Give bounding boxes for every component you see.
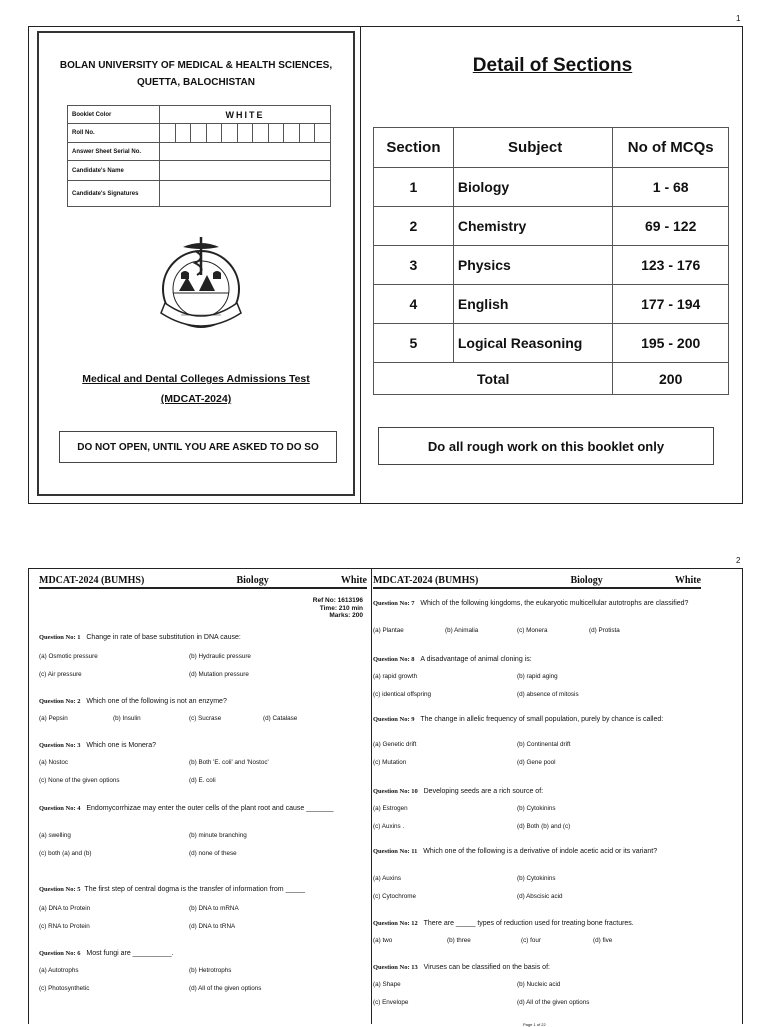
page-number: 1 xyxy=(736,14,741,23)
header-exam: MDCAT-2024 (BUMHS) xyxy=(373,575,479,586)
option-d[interactable]: (d) Both (b) and (c) xyxy=(517,823,571,830)
total-row xyxy=(374,363,729,395)
booklet-color-value: WHITE xyxy=(160,106,331,124)
section-number: 1 xyxy=(374,168,454,207)
section-mcqs: 1 - 68 xyxy=(613,168,729,207)
roll-no-label: Roll No. xyxy=(68,124,160,143)
option-c[interactable]: (c) RNA to Protein xyxy=(39,923,90,930)
option-c[interactable]: (c) Photosynthetic xyxy=(39,985,90,992)
answer-sheet-field[interactable] xyxy=(160,143,331,161)
option-d[interactable]: (d) none of these xyxy=(189,850,237,857)
option-b[interactable]: (b) Cytokinins xyxy=(517,875,556,882)
question-text: Developing seeds are a rich source of: xyxy=(423,788,544,795)
option-a[interactable]: (a) Plantae xyxy=(373,627,404,634)
option-b[interactable]: (b) three xyxy=(447,937,471,944)
header-subject: Biology xyxy=(236,575,269,586)
option-b[interactable]: (b) minute branching xyxy=(189,832,247,839)
option-a[interactable]: (a) Autotrophs xyxy=(39,967,79,974)
header-section: Section xyxy=(374,128,454,168)
university-name xyxy=(39,57,353,91)
section-mcqs: 195 - 200 xyxy=(613,324,729,363)
question-text: Which of the following kingdoms, the eukaryotic multicellular autotrophs are classified? xyxy=(420,600,689,607)
option-d[interactable]: (d) Abscisic acid xyxy=(517,893,563,900)
candidate-name-label: Candidate's Name xyxy=(68,161,160,181)
section-mcqs: 123 - 176 xyxy=(613,246,729,285)
question-text: Viruses can be classified on the basis of: xyxy=(423,964,550,971)
option-c[interactable]: (c) Air pressure xyxy=(39,671,82,678)
header-mcqs: No of MCQs xyxy=(613,128,729,168)
section-number: 2 xyxy=(374,207,454,246)
total-value: 200 xyxy=(613,363,729,395)
question-label: Question No: 7 xyxy=(373,600,415,607)
option-a[interactable]: (a) Genetic drift xyxy=(373,741,417,748)
total-marks: Marks: 200 xyxy=(329,612,363,619)
question-13 xyxy=(373,963,701,1006)
section-subject: Biology xyxy=(453,168,613,207)
university-line-1: BOLAN UNIVERSITY OF MEDICAL & HEALTH SCIENCES, xyxy=(59,60,333,71)
page-number: 2 xyxy=(736,556,741,565)
section-mcqs: 177 - 194 xyxy=(613,285,729,324)
option-c[interactable]: (c) Monera xyxy=(517,627,548,634)
option-c[interactable]: (c) four xyxy=(521,937,541,944)
section-subject: Physics xyxy=(453,246,613,285)
left-column xyxy=(39,569,367,1025)
time-limit: Time: 210 min xyxy=(319,604,363,612)
option-d[interactable]: (d) Gene pool xyxy=(517,759,556,766)
running-header xyxy=(39,575,367,589)
option-c[interactable]: (c) Envelope xyxy=(373,999,409,1006)
option-b[interactable]: (b) Hydraulic pressure xyxy=(189,653,251,660)
sections-table-header xyxy=(374,128,729,168)
question-6 xyxy=(39,949,367,992)
column-divider xyxy=(371,569,372,1024)
option-b[interactable]: (b) Nucleic acid xyxy=(517,981,561,988)
option-b[interactable]: (b) rapid aging xyxy=(517,673,558,680)
header-color: White xyxy=(340,575,367,586)
candidate-signature-field[interactable] xyxy=(160,181,331,207)
question-text: Endomycorrhizae may enter the outer cells of the plant root and cause _______ xyxy=(86,805,334,812)
section-mcqs: 69 - 122 xyxy=(613,207,729,246)
option-a[interactable]: (a) two xyxy=(373,937,393,944)
question-label: Question No: 6 xyxy=(39,950,81,957)
section-subject: Logical Reasoning xyxy=(453,324,613,363)
question-text: Which one of the following is a derivative of indole acetic acid or its variant? xyxy=(423,848,658,855)
section-number: 5 xyxy=(374,324,454,363)
page-2 xyxy=(28,568,743,1027)
test-title: Medical and Dental Colleges Admissions Test xyxy=(82,373,310,385)
roll-no-field[interactable] xyxy=(160,124,331,143)
option-b[interactable]: (b) DNA to mRNA xyxy=(189,905,239,912)
option-a[interactable]: (a) Estrogen xyxy=(373,805,408,812)
header-subject: Subject xyxy=(453,128,613,168)
question-2 xyxy=(39,697,367,722)
option-d[interactable]: (d) absence of mitosis xyxy=(517,691,579,698)
question-label: Question No: 13 xyxy=(373,964,418,971)
option-d[interactable]: (d) All of the given options xyxy=(189,985,262,992)
section-subject: English xyxy=(453,285,613,324)
candidate-signature-label: Candidate's Signatures xyxy=(68,181,160,207)
right-column xyxy=(373,569,701,1025)
university-seal-logo xyxy=(151,229,251,337)
table-row xyxy=(374,324,729,363)
option-a[interactable]: (a) DNA to Protein xyxy=(39,905,91,912)
option-a[interactable]: (a) Auxins xyxy=(373,875,401,882)
question-12 xyxy=(373,919,701,944)
question-8 xyxy=(373,655,701,698)
option-a[interactable]: (a) rapid growth xyxy=(373,673,418,680)
option-d[interactable]: (d) All of the given options xyxy=(517,999,590,1006)
running-header xyxy=(373,575,701,589)
question-text: A disadvantage of animal cloning is: xyxy=(420,656,532,663)
header-color: White xyxy=(674,575,701,586)
question-text: Which one is Monera? xyxy=(86,742,157,749)
table-row xyxy=(374,285,729,324)
page-divider xyxy=(360,27,361,503)
total-label: Total xyxy=(374,363,613,395)
option-c[interactable]: (c) Cytochrome xyxy=(373,893,417,900)
question-text: Most fungi are __________. xyxy=(86,950,174,957)
option-a[interactable]: (a) Pepsin xyxy=(39,715,68,722)
option-d[interactable]: (d) E. coli xyxy=(189,777,216,784)
question-label: Question No: 11 xyxy=(373,848,418,855)
question-label: Question No: 9 xyxy=(373,716,415,723)
candidate-info-table xyxy=(67,105,331,207)
table-row xyxy=(374,246,729,285)
question-10 xyxy=(373,787,701,830)
sections-title: Detail of Sections xyxy=(472,55,633,76)
question-text: The first step of central dogma is the transfer of information from _____ xyxy=(84,886,306,893)
section-number: 3 xyxy=(374,246,454,285)
option-d[interactable]: (d) Mutation pressure xyxy=(189,671,249,678)
option-c[interactable]: (c) both (a) and (b) xyxy=(39,850,92,857)
section-subject: Chemistry xyxy=(453,207,613,246)
option-d[interactable]: (d) Catalase xyxy=(263,715,298,722)
question-label: Question No: 12 xyxy=(373,920,418,927)
answer-sheet-label: Answer Sheet Serial No. xyxy=(68,143,160,161)
page-footer: Page 1 of 22 xyxy=(523,1022,546,1027)
page-1 xyxy=(28,26,743,504)
question-label: Question No: 2 xyxy=(39,698,81,705)
table-row xyxy=(374,168,729,207)
option-b[interactable]: (b) Cytokinins xyxy=(517,805,556,812)
test-title-block xyxy=(39,369,353,409)
header-subject: Biology xyxy=(570,575,603,586)
question-text: There are _____ types of reduction used for treating bone fractures. xyxy=(423,920,634,927)
question-label: Question No: 1 xyxy=(39,634,81,641)
option-b[interactable]: (b) Both 'E. coli' and 'Nostoc' xyxy=(189,759,269,766)
option-b[interactable]: (b) Continental drift xyxy=(517,741,571,748)
question-3 xyxy=(39,741,367,784)
option-d[interactable]: (d) DNA to tRNA xyxy=(189,923,236,930)
option-a[interactable]: (a) Shape xyxy=(373,981,401,988)
option-a[interactable]: (a) Osmotic pressure xyxy=(39,653,98,660)
option-b[interactable]: (b) Insulin xyxy=(113,715,141,722)
option-c[interactable]: (c) Sucrase xyxy=(189,715,222,722)
table-row xyxy=(374,207,729,246)
question-label: Question No: 10 xyxy=(373,788,418,795)
university-line-2: QUETTA, BALOCHISTAN xyxy=(137,77,255,88)
candidate-name-field[interactable] xyxy=(160,161,331,181)
question-7 xyxy=(373,599,701,634)
question-text: Change in rate of base substitution in DNA cause: xyxy=(86,634,241,641)
option-d[interactable]: (d) five xyxy=(593,937,613,944)
reference-block xyxy=(313,597,363,620)
option-a[interactable]: (a) swelling xyxy=(39,832,71,839)
question-4 xyxy=(39,804,367,857)
option-c[interactable]: (c) None of the given options xyxy=(39,777,120,784)
option-c[interactable]: (c) Mutation xyxy=(373,759,407,766)
question-11 xyxy=(373,847,701,900)
cover-panel xyxy=(37,31,355,496)
section-number: 4 xyxy=(374,285,454,324)
question-text: The change in allelic frequency of small population, purely by chance is called: xyxy=(420,716,664,723)
question-label: Question No: 4 xyxy=(39,805,81,812)
ref-number: Ref No: 1613196 xyxy=(312,597,363,604)
question-label: Question No: 3 xyxy=(39,742,81,749)
option-c[interactable]: (c) identical offspring xyxy=(373,691,431,698)
header-exam: MDCAT-2024 (BUMHS) xyxy=(39,575,145,586)
test-code: (MDCAT-2024) xyxy=(160,393,232,405)
question-5 xyxy=(39,885,367,930)
question-text: Which one of the following is not an enzyme? xyxy=(86,698,227,705)
booklet-color-label: Booklet Color xyxy=(68,106,160,124)
question-label: Question No: 8 xyxy=(373,656,415,663)
question-1 xyxy=(39,633,367,678)
option-c[interactable]: (c) Auxins . xyxy=(373,823,405,830)
question-9 xyxy=(373,715,701,766)
sections-table xyxy=(373,127,729,395)
option-b[interactable]: (b) Hetrotrophs xyxy=(189,967,232,974)
option-a[interactable]: (a) Nostoc xyxy=(39,759,69,766)
question-label: Question No: 5 xyxy=(39,886,81,893)
option-d[interactable]: (d) Protista xyxy=(589,627,620,634)
do-not-open-warning: DO NOT OPEN, UNTIL YOU ARE ASKED TO DO SO xyxy=(59,431,337,463)
rough-work-note: Do all rough work on this booklet only xyxy=(378,427,714,465)
option-b[interactable]: (b) Animalia xyxy=(445,627,479,634)
